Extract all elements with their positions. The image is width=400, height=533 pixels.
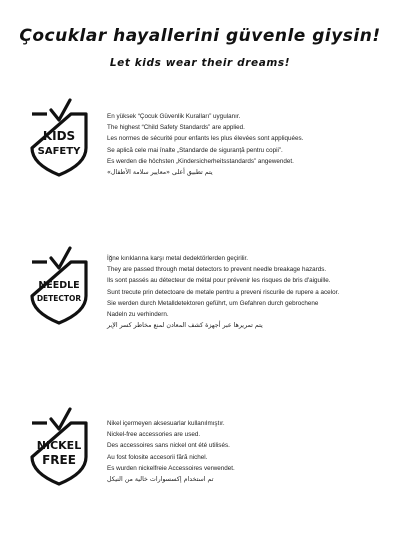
text-line-ar: تم استخدام إكسسوارات خالية من النيكل bbox=[107, 476, 214, 484]
needle-detector-text bbox=[107, 253, 397, 331]
nickel-free-badge-icon bbox=[28, 405, 90, 485]
text-line-en: Nickel-free accessories are used. bbox=[107, 431, 201, 439]
badge-line-2: FREE bbox=[42, 453, 76, 467]
text-line-de: Es wurden nickelfreie Accessoires verwendet. bbox=[107, 464, 235, 472]
headline: Çocuklar hayallerini güvenle giysin! bbox=[19, 26, 381, 46]
kids-safety-badge-icon bbox=[28, 96, 90, 176]
kids-safety-text bbox=[107, 111, 397, 178]
text-line-en: They are passed through metal detectors to prevent needle breakage hazards. bbox=[107, 266, 327, 274]
text-line-de: Sie werden durch Metalldetektoren geführt, um Gefahren durch gebrochene Nadeln zu verhindern. bbox=[107, 299, 319, 319]
text-line-fr: Ils sont passés au détecteur de métal pour prévenir les risques de bris d'aiguille. bbox=[107, 277, 331, 285]
badge-line-1: NICKEL bbox=[36, 439, 82, 452]
text-line-de: Es werden die höchsten „Kindersicherheitsstandards” angewendet. bbox=[107, 157, 294, 165]
text-line-tr: İğne kırıklarına karşı metal dedektörlerden geçirilir. bbox=[107, 255, 249, 262]
badge-line-1: NEEDLE bbox=[38, 280, 80, 291]
text-line-en: The highest “Child Safety Standards” are applied. bbox=[107, 124, 245, 132]
badge-line-1: KIDS bbox=[42, 129, 76, 143]
text-line-tr: Nikel içermeyen aksesuarlar kullanılmıştır. bbox=[107, 420, 225, 427]
text-line-tr: En yüksek “Çocuk Güvenlik Kuralları” uygulanır. bbox=[107, 113, 241, 120]
text-line-ro: Au fost folosite accesorii fără nichel. bbox=[107, 453, 208, 461]
needle-detector-badge-icon bbox=[28, 244, 90, 324]
badge-line-2: SAFETY bbox=[37, 146, 81, 157]
subheadline: Let kids wear their dreams! bbox=[109, 57, 291, 69]
text-line-ro: Sunt trecute prin detectoare de metale pentru a preveni riscurile de rupere a acelor. bbox=[107, 288, 340, 296]
text-line-fr: Les normes de sécurité pour enfants les plus élevées sont appliquées. bbox=[107, 135, 304, 143]
text-line-ar: يتم تطبيق أعلى «معايير سلامة الأطفال» bbox=[107, 169, 213, 177]
badge-line-2: DETECTOR bbox=[36, 294, 82, 303]
text-line-fr: Des accessoires sans nickel ont été utilisés. bbox=[107, 442, 230, 450]
nickel-free-text bbox=[107, 418, 397, 485]
text-line-ro: Se aplică cele mai înalte „Standarde de siguranță pentru copii”. bbox=[107, 146, 283, 154]
text-line-ar: يتم تمريرها عبر أجهزة كشف المعادن لمنع مخاطر كسر الإبر bbox=[107, 322, 263, 330]
